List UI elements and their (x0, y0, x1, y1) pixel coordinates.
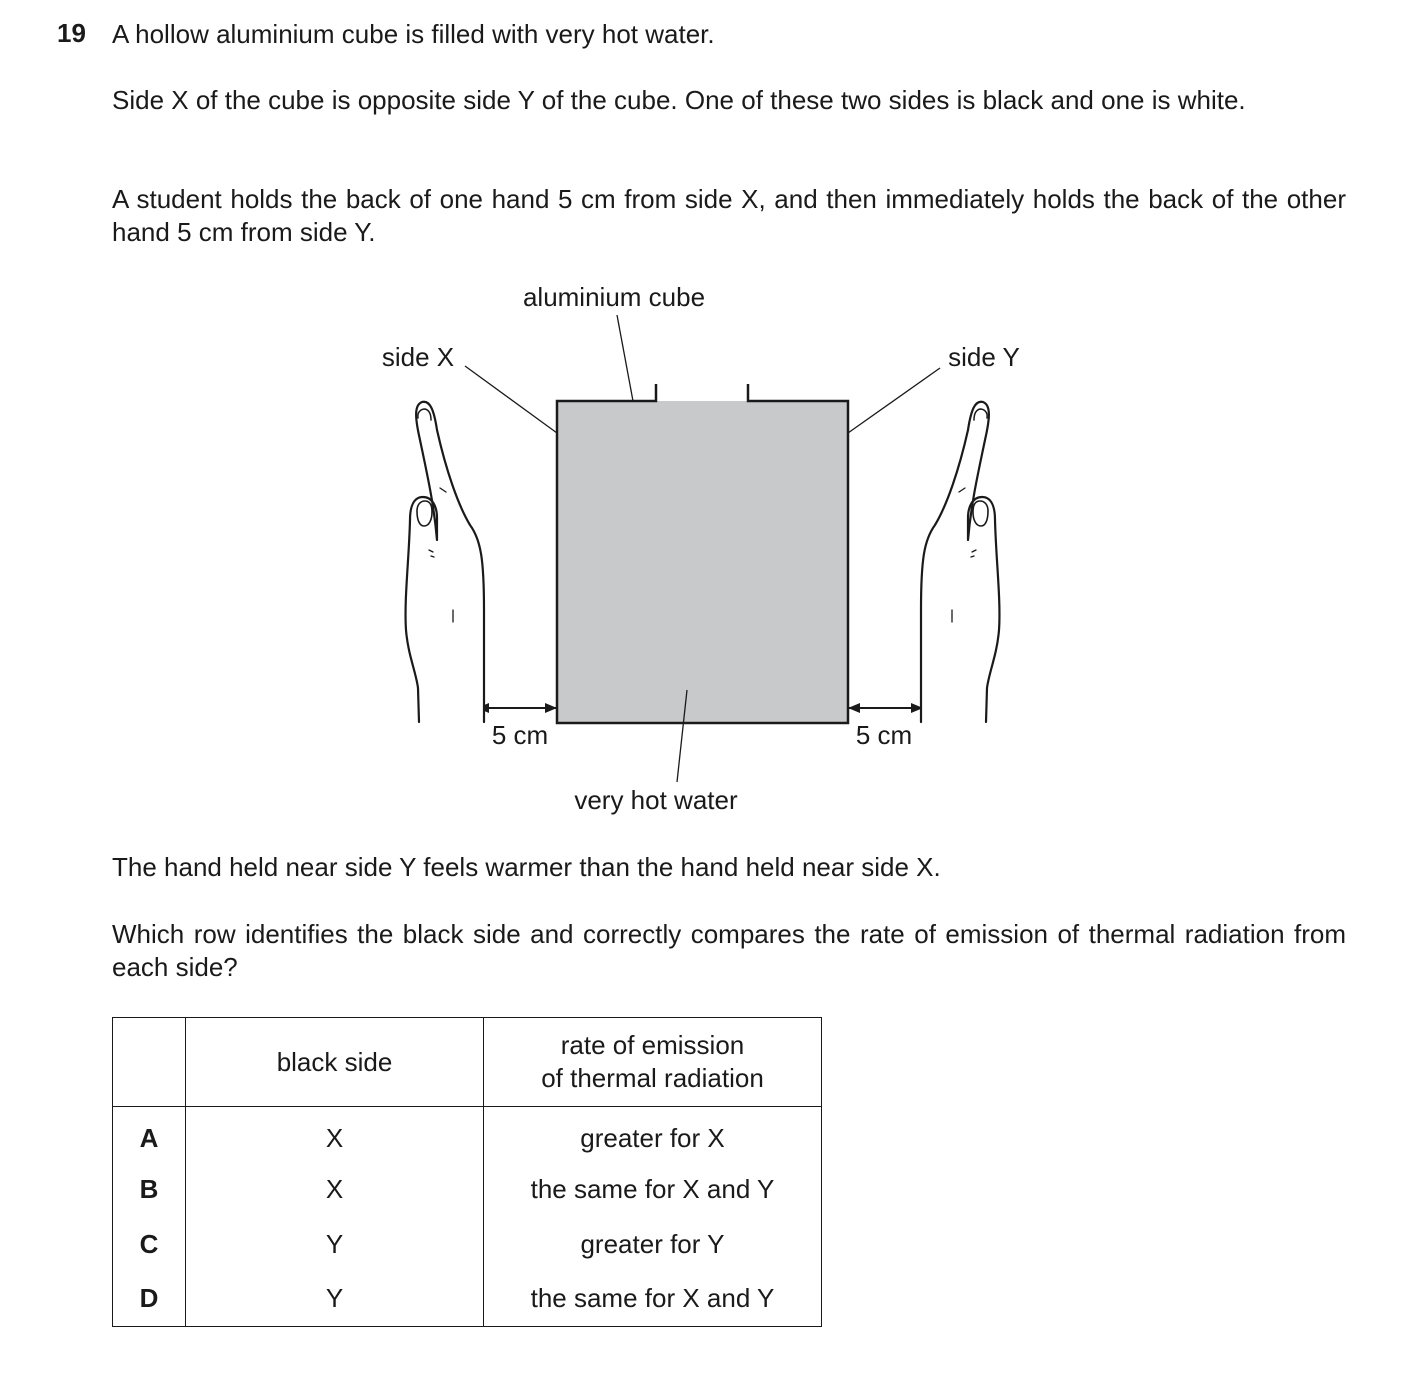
header-rate-of-emission (484, 1018, 822, 1107)
header-black-side: black side (186, 1018, 484, 1107)
label-aluminium-cube: aluminium cube (522, 282, 706, 312)
label-side-x: side X (381, 342, 455, 372)
options-table (112, 1017, 822, 1327)
leader-aluminium-cube (617, 315, 633, 401)
question-sides-text: Side X of the cube is opposite side Y of the cube. One of these two sides is black and one is white. (112, 85, 1246, 115)
option-rate: greater for Y (484, 1217, 822, 1272)
label-gap-left: 5 cm (491, 720, 549, 750)
option-black-side: Y (186, 1272, 484, 1327)
header-letter (113, 1018, 186, 1107)
header-rate-line-2: of thermal radiation (541, 1063, 764, 1093)
option-black-side: Y (186, 1217, 484, 1272)
question-observation-text: The hand held near side Y feels warmer than the hand held near side X. (112, 852, 941, 882)
option-letter: A (113, 1107, 186, 1162)
right-hand-icon (921, 402, 999, 722)
cube-water-fill (557, 401, 848, 723)
question-prompt-text: Which row identifies the black side and correctly compares the rate of emission of thermal radiation from each side? (112, 919, 1346, 982)
label-very-hot-water: very hot water (574, 785, 738, 815)
option-row-c[interactable] (113, 1217, 822, 1272)
option-rate: the same for X and Y (484, 1272, 822, 1327)
question-intro: A hollow aluminium cube is filled with very hot water. (112, 19, 715, 49)
leader-side-x (465, 366, 557, 433)
option-black-side: X (186, 1162, 484, 1217)
label-gap-right: 5 cm (855, 720, 913, 750)
header-rate-line-1: rate of emission (560, 1030, 745, 1060)
options-header-row (113, 1018, 822, 1107)
option-row-d[interactable] (113, 1272, 822, 1327)
option-letter: D (113, 1272, 186, 1327)
leader-side-y (848, 368, 940, 433)
question-setup-text: A student holds the back of one hand 5 cm from side X, and then immediately holds the back of the other hand 5 cm from side Y. (112, 184, 1346, 247)
option-row-b[interactable] (113, 1162, 822, 1217)
label-side-y: side Y (948, 342, 1020, 372)
cube-diagram (0, 270, 1403, 830)
option-row-a[interactable] (113, 1107, 822, 1162)
option-letter: C (113, 1217, 186, 1272)
left-hand-icon (406, 402, 484, 722)
option-rate: greater for X (484, 1107, 822, 1162)
question-number: 19 (57, 18, 86, 48)
option-black-side: X (186, 1107, 484, 1162)
option-rate: the same for X and Y (484, 1162, 822, 1217)
option-letter: B (113, 1162, 186, 1217)
